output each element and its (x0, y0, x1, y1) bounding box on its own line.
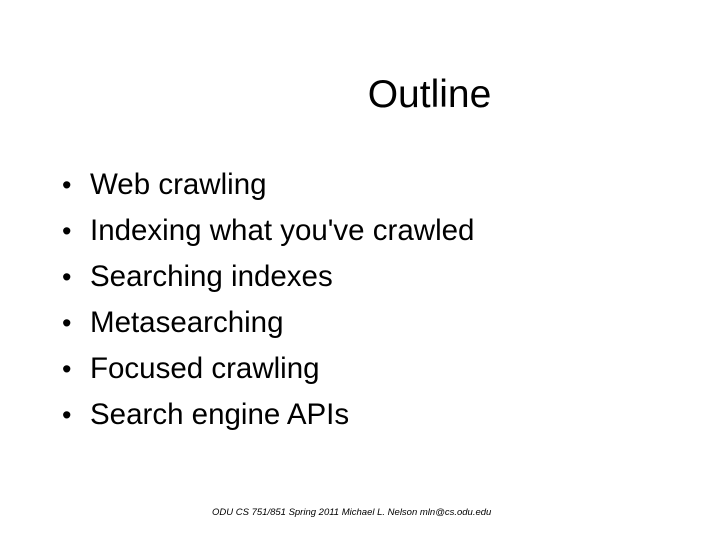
slide-footer: ODU CS 751/851 Spring 2011 Michael L. Nelson mln@cs.odu.edu (212, 507, 492, 518)
bullet-text: Indexing what you've crawled (90, 214, 475, 247)
bullet-text: Search engine APIs (90, 398, 350, 431)
bullet-item (62, 162, 474, 208)
bullet-item (62, 346, 474, 392)
bullet-text: Metasearching (90, 306, 284, 339)
bullet-list (62, 162, 474, 438)
bullet-icon: • (62, 308, 72, 338)
bullet-text: Web crawling (90, 168, 267, 201)
bullet-icon: • (62, 354, 72, 384)
bullet-icon: • (62, 262, 72, 292)
bullet-item (62, 300, 474, 346)
bullet-icon: • (62, 400, 72, 430)
slide-title-text: Outline (367, 73, 492, 116)
bullet-icon: • (62, 216, 72, 246)
bullet-item (62, 208, 474, 254)
bullet-icon: • (62, 170, 72, 200)
slide-title (0, 70, 720, 120)
bullet-item (62, 254, 474, 300)
bullet-text: Focused crawling (90, 352, 320, 385)
bullet-item (62, 392, 474, 438)
bullet-text: Searching indexes (90, 260, 333, 293)
